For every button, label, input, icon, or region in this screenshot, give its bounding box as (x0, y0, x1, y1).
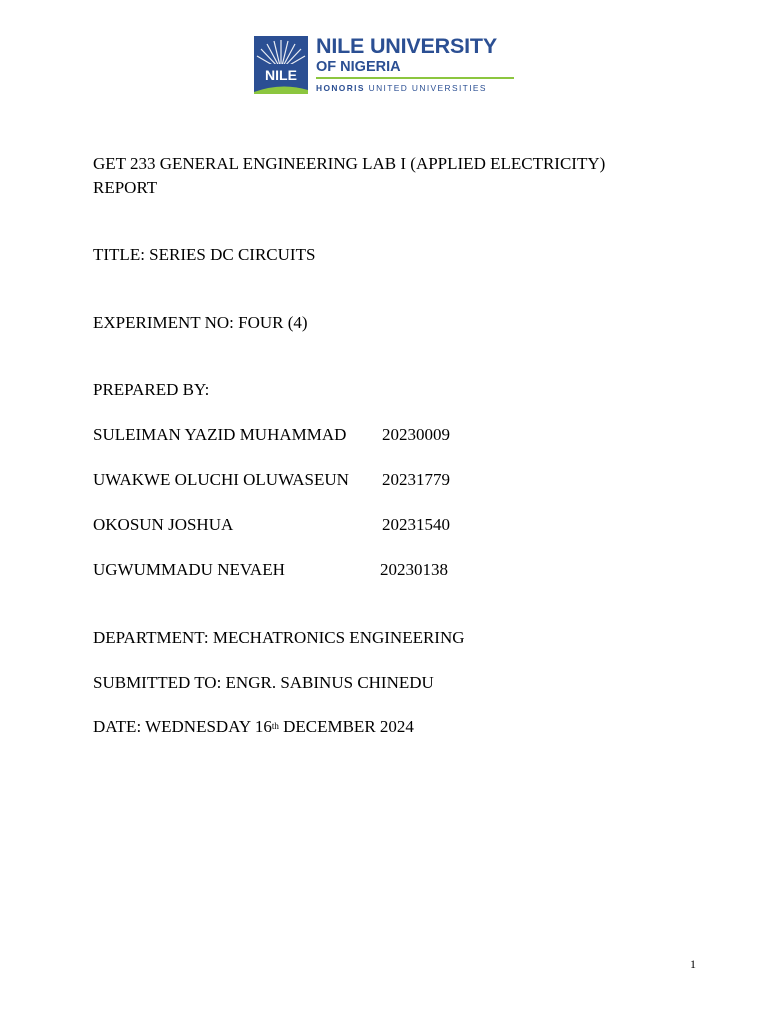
member-id: 20230138 (380, 560, 448, 579)
logo-emblem-icon (254, 36, 308, 94)
member-name: OKOSUN JOSHUA (93, 515, 234, 534)
date-prefix: DATE: WEDNESDAY 16 (93, 717, 272, 736)
logo-box-text: NILE (265, 67, 297, 83)
submission-date (93, 715, 414, 739)
date-rest: DECEMBER 2024 (278, 717, 414, 736)
department: DEPARTMENT: MECHATRONICS ENGINEERING (93, 628, 465, 647)
member-name: UWAKWE OLUCHI OLUWASEUN (93, 470, 349, 489)
member-id: 20230009 (382, 425, 450, 444)
logo-tagline (316, 83, 487, 93)
university-logo (254, 34, 518, 98)
course-title-line2: REPORT (93, 178, 158, 197)
logo-subtitle: OF NIGERIA (316, 59, 401, 75)
logo-tagline-rest: UNITED UNIVERSITIES (368, 83, 487, 93)
report-title: TITLE: SERIES DC CIRCUITS (93, 245, 316, 264)
logo-tagline-bold: HONORIS (316, 83, 365, 93)
member-name: UGWUMMADU NEVAEH (93, 560, 285, 579)
member-id: 20231540 (382, 515, 450, 534)
page-number: 1 (690, 957, 696, 971)
experiment-number: EXPERIMENT NO: FOUR (4) (93, 313, 308, 332)
date-ordinal: th (271, 721, 279, 731)
prepared-by-label: PREPARED BY: (93, 380, 210, 399)
course-title-line1: GET 233 GENERAL ENGINEERING LAB I (APPLIED ELECTRICITY) (93, 154, 606, 173)
member-name: SULEIMAN YAZID MUHAMMAD (93, 425, 347, 444)
logo-title: NILE UNIVERSITY (316, 34, 497, 58)
submitted-to: SUBMITTED TO: ENGR. SABINUS CHINEDU (93, 673, 434, 692)
logo-divider (316, 77, 514, 79)
member-id: 20231779 (382, 470, 450, 489)
